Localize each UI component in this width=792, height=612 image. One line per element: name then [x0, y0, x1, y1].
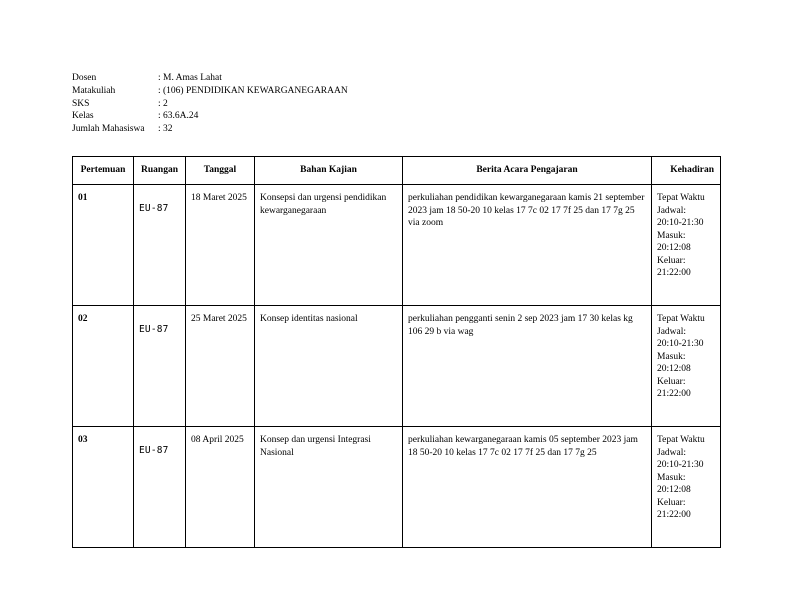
cell-ruangan	[134, 427, 186, 548]
cell-kehadiran	[652, 306, 721, 427]
info-label: Kelas	[72, 111, 94, 122]
table-row	[73, 185, 721, 306]
kehadiran-status: Tepat Waktu	[657, 314, 705, 324]
cell-tanggal: 25 Maret 2025	[186, 306, 255, 427]
info-value: : M. Amas Lahat	[158, 73, 222, 83]
header-tanggal: Tanggal	[186, 157, 255, 185]
kehadiran-masuk-value: 20:12:08	[657, 485, 691, 495]
cell-berita-acara: perkuliahan kewarganegaraan kamis 05 september 2023 jam 18 50-20 10 kelas 17 7c 02 17 7f 25 dan 17 7g 25	[403, 427, 652, 548]
kehadiran-status: Tepat Waktu	[657, 435, 705, 445]
cell-bahan-kajian: Konsep dan urgensi Integrasi Nasional	[255, 427, 403, 548]
info-row-sks	[72, 98, 348, 111]
kehadiran-status: Tepat Waktu	[657, 193, 705, 203]
kehadiran-keluar-value: 21:22:00	[657, 389, 691, 399]
kehadiran-keluar-label: Keluar:	[657, 255, 686, 266]
kehadiran-jadwal-value: 20:10-21:30	[657, 460, 704, 470]
kehadiran-keluar-label: Keluar:	[657, 376, 686, 387]
header-ruangan: Ruangan	[134, 157, 186, 185]
kehadiran-masuk-label: Masuk:	[657, 230, 686, 241]
kehadiran-keluar-value: 21:22:00	[657, 510, 691, 520]
cell-berita-acara: perkuliahan pendidikan kewarganegaraan kamis 21 september 2023 jam 18 50-20 10 kelas 17 7c 02 17 7f 25 dan 17 7g 25 via zoom	[403, 185, 652, 306]
header-kehadiran: Kehadiran	[652, 157, 721, 185]
cell-pertemuan: 02	[73, 306, 134, 427]
cell-ruangan	[134, 185, 186, 306]
info-row-dosen	[72, 72, 348, 85]
info-label: SKS	[72, 98, 90, 109]
kehadiran-jadwal-label: Jadwal:	[657, 205, 687, 216]
table-header-row	[73, 157, 721, 185]
info-row-kelas	[72, 110, 348, 123]
kehadiran-masuk-value: 20:12:08	[657, 364, 691, 374]
cell-pertemuan: 01	[73, 185, 134, 306]
info-row-matakuliah	[72, 85, 348, 98]
info-value: : (106) PENDIDIKAN KEWARGANEGARAAN	[158, 85, 348, 96]
cell-bahan-kajian: Konsepsi dan urgensi pendidikan kewarganegaraan	[255, 185, 403, 306]
ruangan-code: EU-87	[139, 324, 169, 335]
cell-kehadiran	[652, 427, 721, 548]
kehadiran-keluar-value: 21:22:00	[657, 268, 691, 278]
cell-tanggal: 18 Maret 2025	[186, 185, 255, 306]
info-label: Matakuliah	[72, 85, 116, 96]
info-value: : 2	[158, 98, 168, 109]
table-row	[73, 306, 721, 427]
cell-pertemuan: 03	[73, 427, 134, 548]
ruangan-code: EU-87	[139, 445, 169, 456]
kehadiran-jadwal-value: 20:10-21:30	[657, 339, 704, 349]
berita-acara-table	[72, 156, 721, 548]
course-info	[72, 72, 348, 136]
kehadiran-jadwal-label: Jadwal:	[657, 326, 687, 337]
cell-kehadiran	[652, 185, 721, 306]
header-bahan-kajian: Bahan Kajian	[255, 157, 403, 185]
ruangan-code: EU-87	[139, 203, 169, 214]
kehadiran-masuk-value: 20:12:08	[657, 243, 691, 253]
cell-berita-acara: perkuliahan pengganti senin 2 sep 2023 jam 17 30 kelas kg 106 29 b via wag	[403, 306, 652, 427]
header-pertemuan: Pertemuan	[73, 157, 134, 185]
info-value: : 63.6A.24	[158, 111, 199, 122]
header-berita-acara: Berita Acara Pengajaran	[403, 157, 652, 185]
info-value: : 32	[158, 124, 173, 135]
cell-tanggal: 08 April 2025	[186, 427, 255, 548]
info-label: Jumlah Mahasiswa	[72, 124, 145, 135]
kehadiran-jadwal-value: 20:10-21:30	[657, 218, 704, 228]
info-label: Dosen	[72, 73, 97, 83]
kehadiran-jadwal-label: Jadwal:	[657, 447, 687, 458]
cell-bahan-kajian: Konsep identitas nasional	[255, 306, 403, 427]
kehadiran-masuk-label: Masuk:	[657, 472, 686, 483]
kehadiran-keluar-label: Keluar:	[657, 497, 686, 508]
cell-ruangan	[134, 306, 186, 427]
info-row-jumlah-mahasiswa	[72, 123, 348, 136]
kehadiran-masuk-label: Masuk:	[657, 351, 686, 362]
table-row	[73, 427, 721, 548]
